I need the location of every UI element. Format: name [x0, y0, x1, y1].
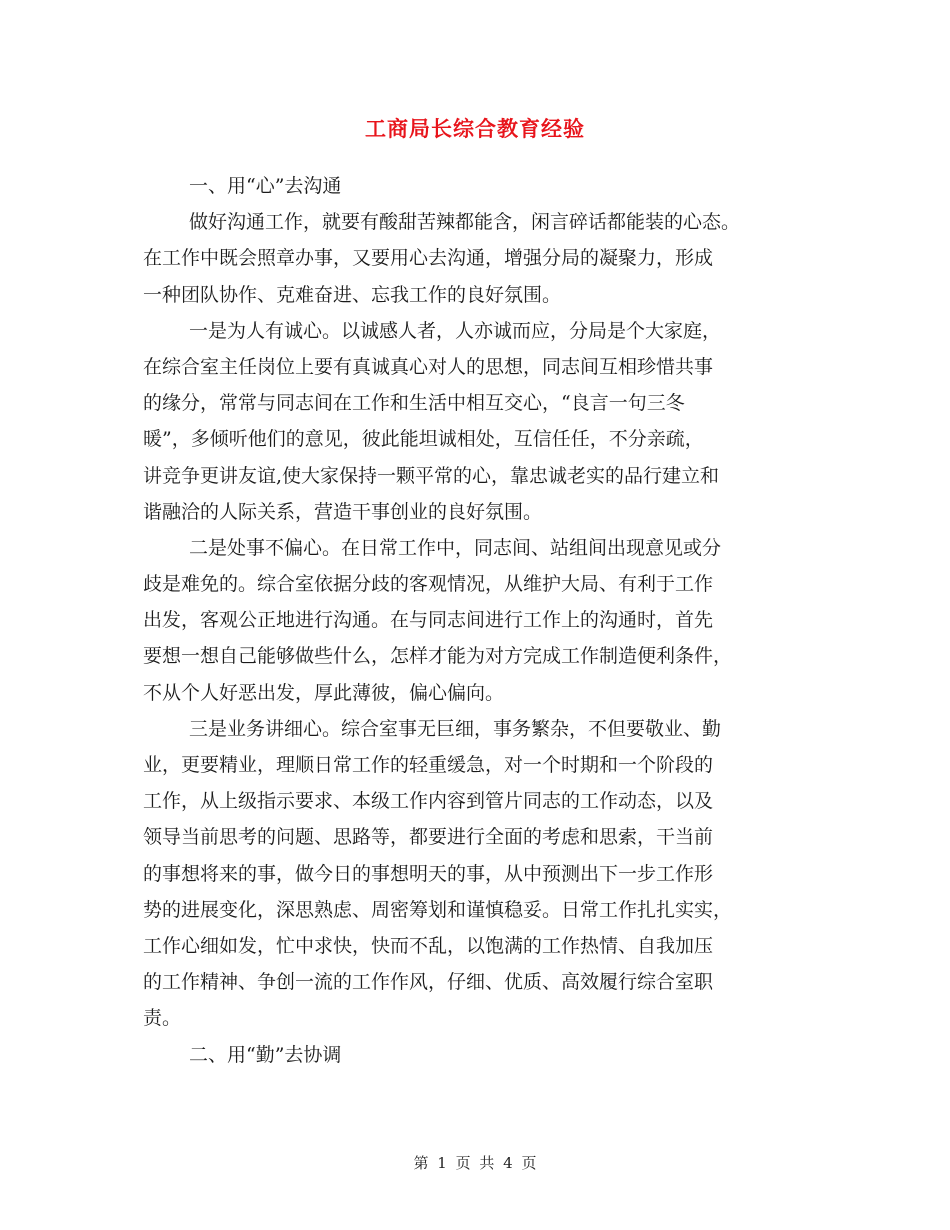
text-line: 责。: [143, 1007, 182, 1030]
text-line: 一是为人有诚心。以诚感人者，人亦诚而应，分局是个大家庭，: [189, 319, 722, 342]
text-line: 做好沟通工作，就要有酸甜苦辣都能含，闲言碎话都能装的心态。: [189, 211, 741, 234]
text-line: 二、用“勤”去协调: [189, 1043, 342, 1066]
text-line: 一、用“心”去沟通: [189, 175, 342, 197]
text-line: 工作心细如发，忙中求快，快而不乱，以饱满的工作热情、自我加压: [143, 934, 714, 957]
text-line: 在综合室主任岗位上要有真诚真心对人的思想，同志间互相珍惜共事: [143, 355, 714, 378]
text-line: 的工作精神、争创一流的工作作风，仔细、优质、高效履行综合室职: [143, 971, 714, 994]
text-line: 歧是难免的。综合室依据分歧的客观情况，从维护大局、有利于工作: [143, 573, 714, 596]
text-line: 一种团队协作、克难奋进、忘我工作的良好氛围。: [143, 283, 562, 306]
text-line: 谐融洽的人际关系，营造干事创业的良好氛围。: [143, 500, 543, 523]
text-line: 不从个人好恶出发，厚此薄彼，偏心偏向。: [143, 681, 505, 704]
document-body: [143, 168, 815, 1073]
text-line: 出发，客观公正地进行沟通。在与同志间进行工作上的沟通时，首先: [143, 609, 714, 632]
text-line: 势的进展变化，深思熟虑、周密筹划和谨慎稳妥。日常工作扎扎实实，: [143, 898, 733, 921]
text-line: 的缘分，常常与同志间在工作和生活中相互交心，“良言一句三冬: [143, 392, 685, 415]
text-line: 二是处事不偏心。在日常工作中，同志间、站组间出现意见或分: [189, 536, 722, 559]
text-line: 工作，从上级指示要求、本级工作内容到管片同志的工作动态，以及: [143, 790, 714, 813]
text-line: 三是业务讲细心。综合室事无巨细，事务繁杂，不但要敬业、勤: [189, 717, 722, 740]
text-line: 业，更要精业，理顺日常工作的轻重缓急，对一个时期和一个阶段的: [143, 754, 714, 776]
text-line: 讲竞争更讲友谊,使大家保持一颗平常的心，靠忠诚老实的品行建立和: [143, 464, 720, 487]
document-title: 工商局长综合教育经验: [365, 116, 585, 141]
text-line: 暖”，多倾听他们的意见，彼此能坦诚相处，互信任任，不分亲疏，: [143, 428, 704, 451]
text-line: 的事想将来的事，做今日的事想明天的事，从中预测出下一步工作形: [143, 862, 714, 885]
text-line: 在工作中既会照章办事，又要用心去沟通，增强分局的凝聚力，形成: [143, 247, 714, 270]
text-line: 领导当前思考的问题、思路等，都要进行全面的考虑和思索，干当前: [143, 826, 714, 849]
page-footer: 第 1 页 共 4 页: [413, 1154, 537, 1172]
text-line: 要想一想自己能够做些什么，怎样才能为对方完成工作制造便利条件，: [143, 645, 733, 668]
